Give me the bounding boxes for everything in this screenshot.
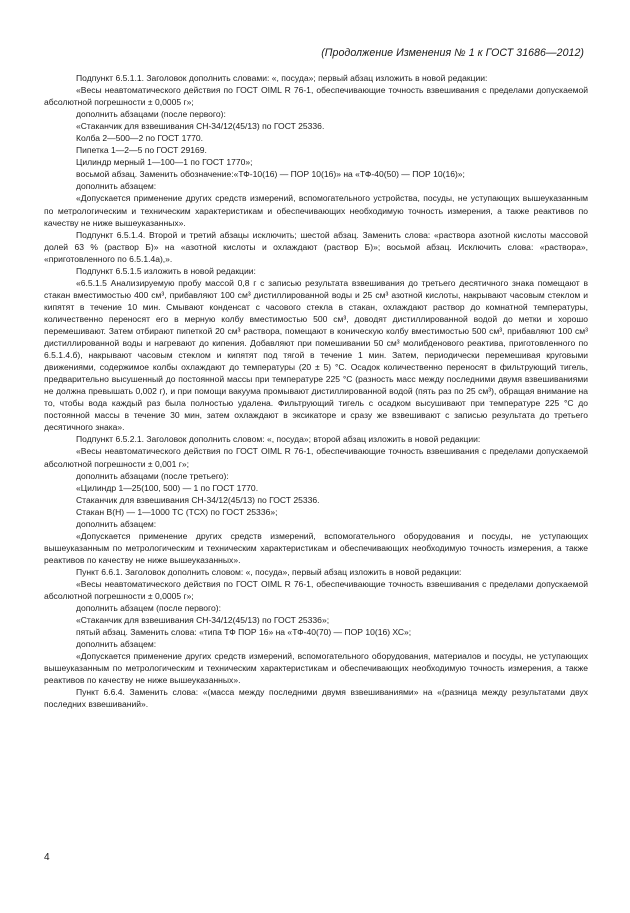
paragraph: Подпункт 6.5.1.5 изложить в новой редакции: xyxy=(76,265,256,276)
running-header: (Продолжение Изменения № 1 к ГОСТ 31686—2012) xyxy=(321,47,584,59)
paragraph: дополнить абзацем: xyxy=(76,518,157,529)
paragraph: «Допускается применение других средств измерений, вспомогательного устройства, посуды, не уступающих вышеуказанным по метрологическим и техническим характеристикам и обеспечивающих необходимую точность измерения, а также реактивов по качеству не ниже вышеуказанных». xyxy=(44,193,588,228)
paragraph: Пункт 6.6.1. Заголовок дополнить словом: «, посуда», первый абзац изложить в новой редакции: xyxy=(76,566,462,577)
paragraph: Подпункт 6.5.1.4. Второй и третий абзацы исключить; шестой абзац. Заменить слова: «раствора азотной кислоты массовой долей 63 % (раствор Б)» на «азотной кислоты и охлаждают (раствор Б)»; восьмой абзац. Исключить слова: «раствора», «приготовленного по 6.5.1.4а),». xyxy=(44,229,588,264)
paragraph: «Весы неавтоматического действия по ГОСТ OIML R 76-1, обеспечивающие точность взвешивания с пределами допускаемой абсолютной погрешности ± 0,0005 г»; xyxy=(44,578,588,602)
paragraph: «Допускается применение других средств измерений, вспомогательного оборудования и посуды, не уступающих вышеуказанным по метрологическим и техническим характеристикам и обеспечивающих необходимую точность измерения, а также реактивов по качеству не ниже вышеуказанных». xyxy=(44,530,588,565)
paragraph: Колба 2—500—2 по ГОСТ 1770. xyxy=(76,133,204,144)
paragraph: дополнить абзацем: xyxy=(76,181,157,192)
paragraph: «Цилиндр 1—25(100, 500) — 1 по ГОСТ 1770. xyxy=(76,482,259,493)
paragraph: «Допускается применение других средств измерений, вспомогательного оборудования, материалов и посуды, не уступающих вышеуказанным по метрологическим и техническим характеристикам и обеспечивающих необходимую точность измерения, а также реактивов по качеству не ниже вышеуказанных». xyxy=(44,651,588,686)
paragraph: «Весы неавтоматического действия по ГОСТ OIML R 76-1, обеспечивающие точность взвешивания с пределами допускаемой абсолютной погрешности ± 0,001 г»; xyxy=(44,446,588,469)
paragraph: Пипетка 1—2—5 по ГОСТ 29169. xyxy=(76,145,207,156)
paragraph: «Весы неавтоматического действия по ГОСТ OIML R 76-1, обеспечивающие точность взвешивания с пределами допускаемой абсолютной погрешности ± 0,0005 г»; xyxy=(44,85,588,108)
paragraph: «Стаканчик для взвешивания СН-34/12(45/13) по ГОСТ 25336»; xyxy=(76,615,330,626)
paragraph: дополнить абзацем: xyxy=(76,639,157,650)
paragraph: «6.5.1.5 Анализируемую пробу массой 0,8 г с записью результата взвешивания до третьего десятичного знака помещают в стакан вместимостью 400 см³, прибавляют 100 см³ дистиллированной воды и 25 см³ азотной кислоты, накрывают часовым стеклом и кипятят в течение 10 мин. Смывают конденсат с часового стекла в стакан, охлаждают раствор до комнатной температуры, количественно переносят его в мерную колбу вместимостью 500 см³, доводят дистиллированной водой до метки и хорошо перемешивают. Затем отбирают пипеткой 20 см³ раствора, помещают в коническую колбу вместимостью 500 см³, прибавляют 100 см³ дистиллированной воды и нагревают до кипения. Добавляют при помешивании 50 см³ молибденового реактива, приготовленного по 6.5.1.4.б), накрывают часовым стеклом и кипятят под тягой в течение 1 мин. Затем, периодически перемешивая круговыми движениями, содержимое колбы охлаждают до температуры (20 ± 5) °С. Осадок количественно переносят в фильтрующий тигель, предварительно высушенный до постоянной массы при температуре 225 °С (разность масс между последними двумя взвешиваниями не должна превышать 0,002 г), и при помощи вакуума промывают дистиллированной водой (пять раз по 25 см³), обращая внимание на то, чтобы вода каждый раз была полностью удалена. Фильтрующий тигель с осадком высушивают при температуре 225 °С до постоянной массы в течение 30 мин, затем охлаждают в эксикаторе и сразу же взвешивают с записью результата до третьего десятичного знака». xyxy=(44,277,588,433)
paragraph: Подпункт 6.5.1.1. Заголовок дополнить словами: «, посуда»; первый абзац изложить в новой редакции: xyxy=(76,73,488,83)
paragraph: Пункт 6.6.4. Заменить слова: «(масса между последними двумя взвешиваниями» на «(разница между результатами двух последних взвешиваний». xyxy=(44,687,588,710)
document-body xyxy=(44,72,588,710)
paragraph: восьмой абзац. Заменить обозначение:«ТФ-10(16) — ПОР 10(16)» на «ТФ-40(50) — ПОР 10(16)»; xyxy=(76,169,465,180)
paragraph: «Стаканчик для взвешивания СН-34/12(45/13) по ГОСТ 25336. xyxy=(76,121,325,132)
paragraph: дополнить абзацем (после первого): xyxy=(76,603,221,614)
paragraph: пятый абзац. Заменить слова: «типа ТФ ПОР 16» на «ТФ-40(70) — ПОР 10(16) ХС»; xyxy=(76,627,412,638)
paragraph: Подпункт 6.5.2.1. Заголовок дополнить словом: «, посуда»; второй абзац изложить в новой редакции: xyxy=(76,434,481,445)
paragraph: Стакан В(Н) — 1—1000 ТС (ТСХ) по ГОСТ 25336»; xyxy=(76,506,278,517)
page-number: 4 xyxy=(44,852,50,863)
paragraph: дополнить абзацами (после первого): xyxy=(76,109,226,120)
paragraph: дополнить абзацами (после третьего): xyxy=(76,470,229,481)
paragraph: Стаканчик для взвешивания СН-34/12(45/13) по ГОСТ 25336. xyxy=(76,494,320,505)
paragraph: Цилиндр мерный 1—100—1 по ГОСТ 1770»; xyxy=(76,157,253,168)
